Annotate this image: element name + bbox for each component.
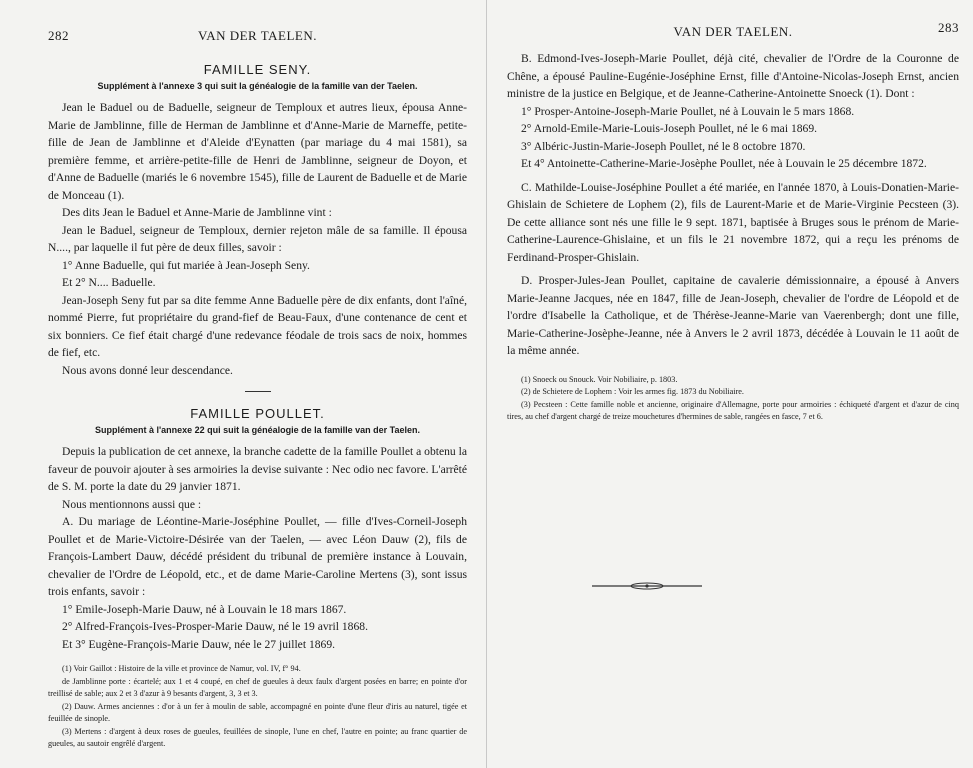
paragraph: 3° Albéric-Justin-Marie-Joseph Poullet, né le 8 octobre 1870. [521,139,806,153]
section-subtitle-seny: Supplément à l'annexe 3 qui suit la généalogie de la famille van der Taelen. [97,81,418,91]
paragraph: Jean-Joseph Seny fut par sa dite femme Anne Baduelle père de dix enfants, dont l'aîné, nommé Pierre, fut propriétaire du grand-fief de Beau-Faux, d'une contenance de cent et six bonniers. Ce fief était chargé d'une redevance féodale de trois sacs de noix, hommes de fief, etc. [48,293,467,359]
paragraph: Et 4° Antoinette-Catherine-Marie-Josèphe Poullet, née à Louvain le 25 décembre 1872. [521,157,927,170]
footnote: (1) Voir Gaillot : Histoire de la ville et province de Namur, vol. IV, f° 94. [62,664,301,673]
page-number-left: 282 [48,28,69,43]
paragraph: Nous avons donné leur descendance. [62,363,233,377]
paragraph: D. Prosper-Jules-Jean Poullet, capitaine de cavalerie démissionnaire, a épousé à Anvers Marie-Jeanne Jacques, née en 1847, fille de Jean-Joseph, chevalier de l'ordre de Léopold et de l'ordre d'Isabelle la Catholique, et de Thérèse-Jeanne-Marie van Vaerenbergh; dont une fille, Marie-Catherine-Josèphe-Jeanne, née à Anvers le 2 avril 1873, décédée à Louvain le 11 août de la même année. [507,274,959,357]
paragraph: Et 3° Eugène-François-Marie Dauw, née le 27 juillet 1869. [62,637,336,651]
footnote: (3) Pecsteen : Cette famille noble et ancienne, originaire d'Allemagne, porte pour armoiries : échiqueté d'argent et d'azur de cinq tires, au chef d'argent chargé de treize mouchetures d'hermines de sable, rangées en fasce, 7 et 6. [507,399,959,421]
ornament-end-icon [592,582,702,590]
footnotes-left [48,663,467,751]
paragraph: Des dits Jean le Baduel et Anne-Marie de Jamblinne vint : [62,206,332,219]
running-head-left [48,28,467,48]
footnote: (2) Dauw. Armes anciennes : d'or à un fer à moulin de sable, accompagné en pointe d'une fleur d'iris au naturel, tigée et feuillée de sinople. [48,701,467,723]
paragraph: Jean le Baduel ou de Baduelle, seigneur de Temploux et autres lieux, épousa Anne-Marie de Jamblinne, fille de Herman de Jamblinne et d'Anne-Marie de Marneffe, petite-fille de Jean de Jamblinne et d'Aleide d'Eynatten (par mariage du 4 mai 1581), sa première femme, et arrière-petite-fille de Henri de Jamblinne, seigneur de Doyon, et d'Anne de Baduelle (mariés le 6 novembre 1545), fille de Laurent de Baduelle et de Marie de Monceau (1). [48,101,467,202]
right-page [487,0,973,768]
paragraph: 1° Anne Baduelle, qui fut mariée à Jean-Joseph Seny. [62,258,310,272]
page-number-right: 283 [938,20,959,35]
paragraph: B. Edmond-Ives-Joseph-Marie Poullet, déjà cité, chevalier de l'Ordre de la Couronne de Chêne, a épousé Pauline-Eugénie-Joséphine Ernst, fille d'Antoine-Nicolas-Joseph Ernst, ancien ministre de la justice en Belgique, et de Jeanne-Catherine-Antoinette Snoeck (1). Dont : [507,52,959,100]
paragraph: 2° Alfred-François-Ives-Prosper-Marie Dauw, né le 19 avril 1868. [62,620,368,633]
section-divider [245,391,271,392]
running-title-right: VAN DER TAELEN. [673,24,793,39]
paragraph: Nous mentionnons aussi que : [62,497,202,511]
paragraph: Jean le Baduel, seigneur de Temploux, dernier rejeton mâle de sa famille. Il épousa N...., par laquelle il fut père de deux filles, savoir : [48,223,467,254]
paragraph: A. Du mariage de Léontine-Marie-Joséphine Poullet, — fille d'Ives-Corneil-Joseph Poullet et de Marie-Victoire-Désirée van der Taelen, — avec Léon Dauw (2), fils de François-Lambert Dauw, décédé président du tribunal de première instance à Louvain, chevalier de l'Ordre de Léopold, etc., et de dame Marie-Caroline Mertens (3), sont issus trois enfants, savoir : [48,515,467,598]
section-title-seny: FAMILLE SENY. [203,62,312,77]
footnote: (3) Mertens : d'argent à deux roses de gueules, feuillées de sinople, l'une en chef, l'autre en pointe; au franc quartier de gueules, au sautoir engrêlé d'argent. [48,726,467,748]
footnote: (2) de Schietere de Lophem : Voir les armes fig. 1873 du Nobiliaire. [521,387,744,396]
running-head-right [507,20,959,44]
footnotes-right [507,374,959,424]
paragraph: Depuis la publication de cet annexe, la branche cadette de la famille Poullet a obtenu la faveur de pouvoir ajouter à ses armoiries la devise suivante : Nec odio nec favore. L'arrêté de S. M. porte la date du 29 janvier 1871. [48,445,467,493]
paragraph: 1° Prosper-Antoine-Joseph-Marie Poullet, né à Louvain le 5 mars 1868. [521,104,855,118]
paragraph: Et 2° N.... Baduelle. [62,276,156,289]
running-title-left: VAN DER TAELEN. [197,28,317,43]
footnote: de Jamblinne porte : écartelé; aux 1 et 4 coupé, en chef de gueules à deux faulx d'argent posées en barre; en pointe d'or treillisé de sable; aux 2 et 3 d'azur à 9 besants d'argent, 3, 3 et 3. [48,676,467,698]
paragraph: C. Mathilde-Louise-Joséphine Poullet a été mariée, en l'année 1870, à Louis-Donatien-Marie-Ghislain de Schietere de Lophem (2), fils de Laurent-Marie et de Marie-Virginie Pecsteen (3). De cette alliance sont nés une fille le 9 sept. 1871, baptisée à Bruges sous le prénom de Marie-Catherine-Laurence-Ghislaine, et un fils le 21 novembre 1872, qui a reçu les prénoms de Ferdinand-Prosper-Ghislain. [507,180,959,264]
section-subtitle-poullet: Supplément à l'annexe 22 qui suit la généalogie de la famille van der Taelen. [94,425,421,435]
paragraph: 1° Emile-Joseph-Marie Dauw, né à Louvain le 18 mars 1867. [62,602,347,616]
footnote: (1) Snoeck ou Snouck. Voir Nobiliaire, p. 1803. [521,374,678,384]
section-title-poullet: FAMILLE POULLET. [190,406,325,421]
paragraph: 2° Arnold-Emile-Marie-Louis-Joseph Poullet, né le 6 mai 1869. [521,122,818,135]
